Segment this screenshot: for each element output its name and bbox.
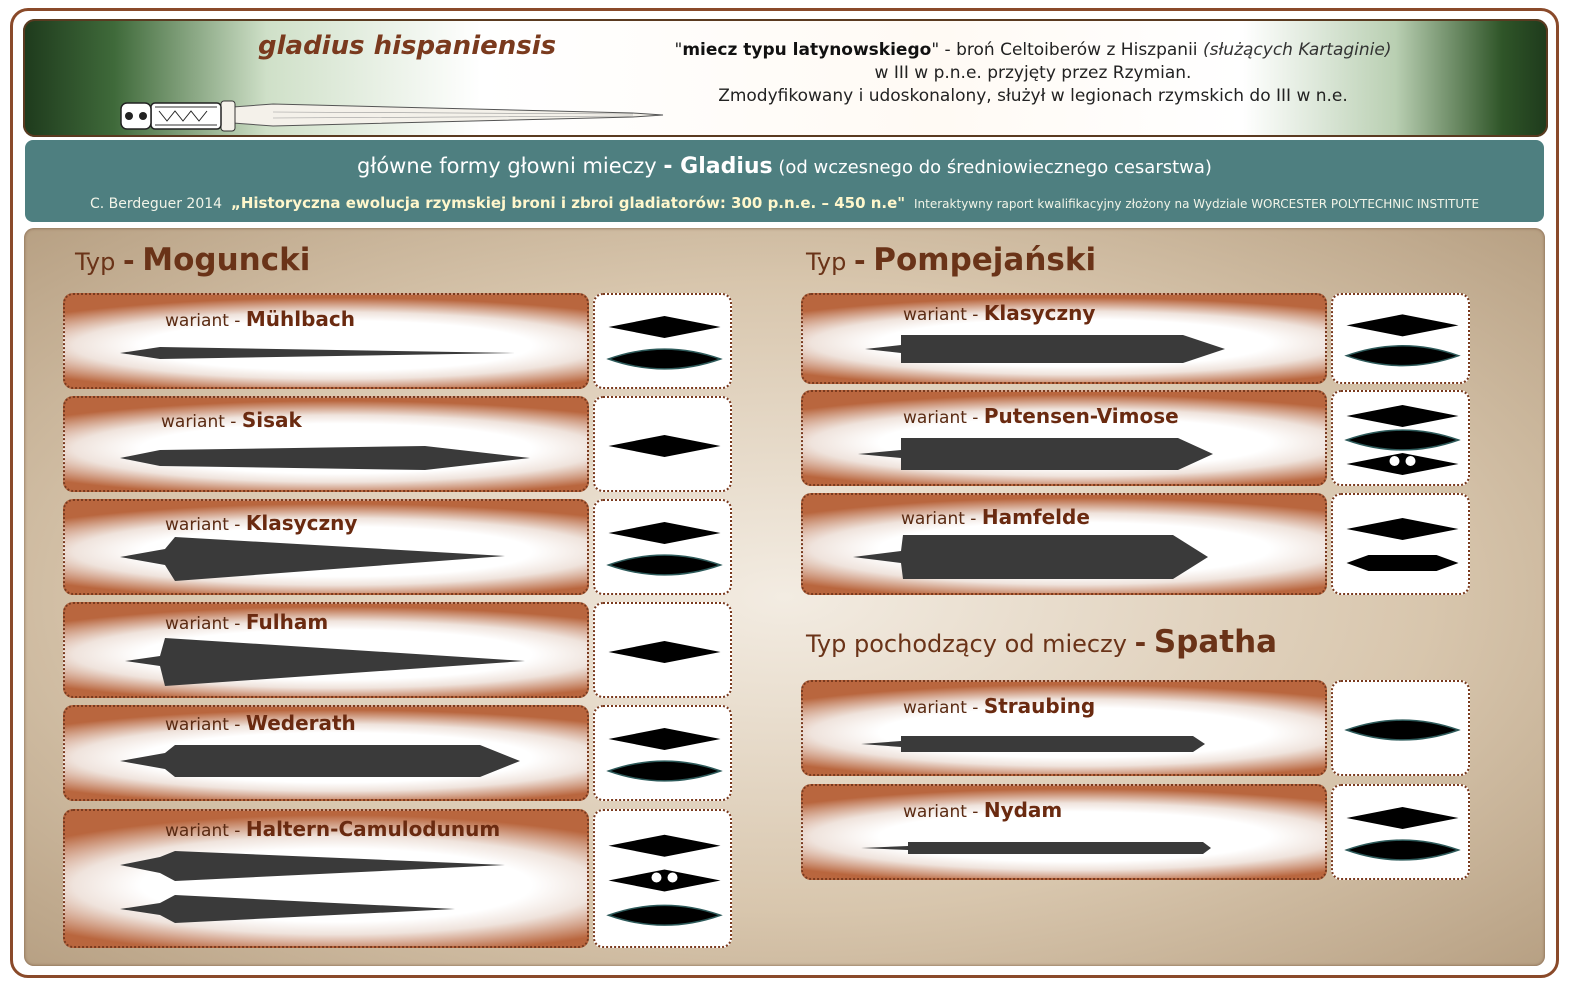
cross-section-shape bbox=[1347, 720, 1459, 740]
cross-section-shape bbox=[609, 835, 721, 857]
cross-section-hamfelde bbox=[1331, 493, 1470, 595]
cross-section-wederath bbox=[593, 705, 732, 801]
variant-label bbox=[903, 404, 1179, 428]
header-line3: Zmodyfikowany i udoskonalony, służył w legionach rzymskich do III w n.e. bbox=[718, 86, 1348, 106]
variant-label bbox=[901, 505, 1090, 529]
cross-section-shape bbox=[609, 761, 721, 781]
variant-card-sisak bbox=[63, 396, 589, 492]
variant-name: Mühlbach bbox=[245, 307, 355, 331]
cross-section-fulham bbox=[593, 602, 732, 698]
cross-section-shape bbox=[609, 349, 721, 369]
variant-name: Straubing bbox=[983, 694, 1096, 718]
variant-card-hamfelde bbox=[801, 493, 1327, 595]
cross-section-shape bbox=[1347, 840, 1459, 860]
header-line2: w III w p.n.e. przyjęty przez Rzymian. bbox=[874, 63, 1192, 83]
blade-shape bbox=[120, 537, 505, 581]
header-line1: "miecz typu latynowskiego" - broń Celtoiberów z Hiszpanii (służących Kartaginie) bbox=[674, 40, 1392, 60]
type-title-spatha: Typ pochodzący od mieczy - Spatha bbox=[806, 624, 1278, 660]
variant-prefix: wariant - bbox=[161, 412, 242, 432]
header-line1-italic: (służących Kartaginie) bbox=[1202, 40, 1392, 60]
blade-shape bbox=[120, 347, 515, 359]
blade-shape bbox=[120, 895, 455, 923]
blade-shape bbox=[865, 335, 1225, 363]
cross-section-shape bbox=[609, 555, 721, 575]
cross-section-m-hlbach bbox=[593, 293, 732, 389]
cross-section-shape bbox=[609, 435, 721, 457]
cross-section-shape bbox=[609, 316, 721, 338]
variant-label bbox=[165, 511, 357, 535]
variant-prefix: wariant - bbox=[165, 311, 246, 331]
hero-sword-image bbox=[93, 89, 673, 137]
variant-label bbox=[903, 301, 1095, 325]
cross-section-shape bbox=[609, 522, 721, 544]
blade-shape bbox=[120, 446, 530, 470]
cross-section-putensen-vimose bbox=[1331, 390, 1470, 486]
cross-section-shape bbox=[1347, 807, 1459, 829]
cross-section-klasyczny bbox=[1331, 293, 1470, 384]
banner bbox=[25, 140, 1544, 222]
variant-name: Putensen-Vimose bbox=[983, 404, 1179, 428]
variant-prefix: wariant - bbox=[903, 802, 984, 822]
variant-prefix: wariant - bbox=[903, 408, 984, 428]
variant-card-fulham bbox=[63, 602, 589, 698]
type-title-moguncki: Typ - Moguncki bbox=[75, 242, 311, 278]
cross-section-klasyczny bbox=[593, 499, 732, 595]
variant-label bbox=[165, 711, 356, 735]
variant-prefix: wariant - bbox=[901, 509, 982, 529]
cross-section-shape bbox=[1347, 555, 1459, 571]
citation-author: C. Berdeguer 2014 bbox=[89, 196, 223, 212]
cross-section-shape bbox=[609, 870, 721, 892]
banner-citation bbox=[25, 194, 1544, 212]
variant-label bbox=[903, 694, 1095, 718]
citation-note: Interaktywny raport kwalifikacyjny złożony na Wydziale WORCESTER POLYTECHNIC INSTITUTE bbox=[914, 197, 1480, 211]
variant-card-klasyczny bbox=[801, 293, 1327, 384]
cross-section-shape bbox=[609, 905, 721, 925]
variant-name: Wederath bbox=[245, 711, 356, 735]
citation-work: „Historyczna ewolucja rzymskiej broni i zbroi gladiatorów: 300 p.n.e. – 450 n.e" bbox=[230, 194, 906, 212]
variant-prefix: wariant - bbox=[165, 515, 246, 535]
variant-prefix: wariant - bbox=[903, 698, 984, 718]
blade-shape bbox=[853, 535, 1208, 579]
cross-section-shape bbox=[609, 641, 721, 663]
variant-label bbox=[161, 408, 302, 432]
cross-section-shape bbox=[1347, 314, 1459, 336]
variant-label bbox=[165, 307, 355, 331]
cross-section-nydam bbox=[1331, 784, 1470, 880]
cross-section-straubing bbox=[1331, 680, 1470, 776]
header-line1-bold: miecz typu latynowskiego bbox=[682, 40, 932, 60]
blade-shape bbox=[861, 842, 1211, 854]
variant-prefix: wariant - bbox=[165, 614, 246, 634]
variant-name: Sisak bbox=[241, 408, 302, 432]
variant-prefix: wariant - bbox=[165, 715, 246, 735]
blade-shape bbox=[120, 745, 520, 777]
variant-card-haltern-camulodunum bbox=[63, 809, 589, 948]
cross-section-shape bbox=[1347, 430, 1459, 450]
variant-card-straubing bbox=[801, 680, 1327, 776]
variant-label bbox=[903, 798, 1062, 822]
header bbox=[23, 19, 1548, 137]
blade-silhouette bbox=[803, 786, 1327, 880]
variant-name: Hamfelde bbox=[981, 505, 1090, 529]
variant-name: Haltern-Camulodunum bbox=[245, 817, 501, 841]
variant-label bbox=[165, 817, 500, 841]
cross-section-shape bbox=[1347, 453, 1459, 475]
blade-shape bbox=[125, 638, 525, 686]
variant-name: Fulham bbox=[245, 610, 329, 634]
variant-name: Klasyczny bbox=[983, 301, 1096, 325]
variant-card-wederath bbox=[63, 705, 589, 801]
blade-shape bbox=[858, 438, 1213, 470]
banner-title: główne formy głowni mieczy - Gladius (od wczesnego do średniowiecznego cesarstwa) bbox=[357, 154, 1212, 179]
header-title: gladius hispaniensis bbox=[258, 31, 557, 61]
cross-section-shape bbox=[1347, 518, 1459, 540]
variant-label bbox=[165, 610, 328, 634]
variant-name: Klasyczny bbox=[245, 511, 358, 535]
variant-name: Nydam bbox=[983, 798, 1063, 822]
cross-section-shape bbox=[1347, 405, 1459, 427]
type-title-pompejanski: Typ - Pompejański bbox=[806, 242, 1097, 278]
variant-prefix: wariant - bbox=[903, 305, 984, 325]
cross-section-shape bbox=[609, 728, 721, 750]
cross-section-shape bbox=[1347, 346, 1459, 366]
blade-shape bbox=[120, 851, 505, 881]
variant-card-putensen-vimose bbox=[801, 390, 1327, 486]
header-description bbox=[663, 39, 1403, 108]
blade-shape bbox=[861, 736, 1205, 752]
blade-silhouette bbox=[65, 398, 589, 492]
variant-card-nydam bbox=[801, 784, 1327, 880]
cross-section-sisak bbox=[593, 396, 732, 492]
cross-section-haltern-camulodunum bbox=[593, 809, 732, 948]
variant-prefix: wariant - bbox=[165, 821, 246, 841]
variant-card-m-hlbach bbox=[63, 293, 589, 389]
variant-card-klasyczny bbox=[63, 499, 589, 595]
